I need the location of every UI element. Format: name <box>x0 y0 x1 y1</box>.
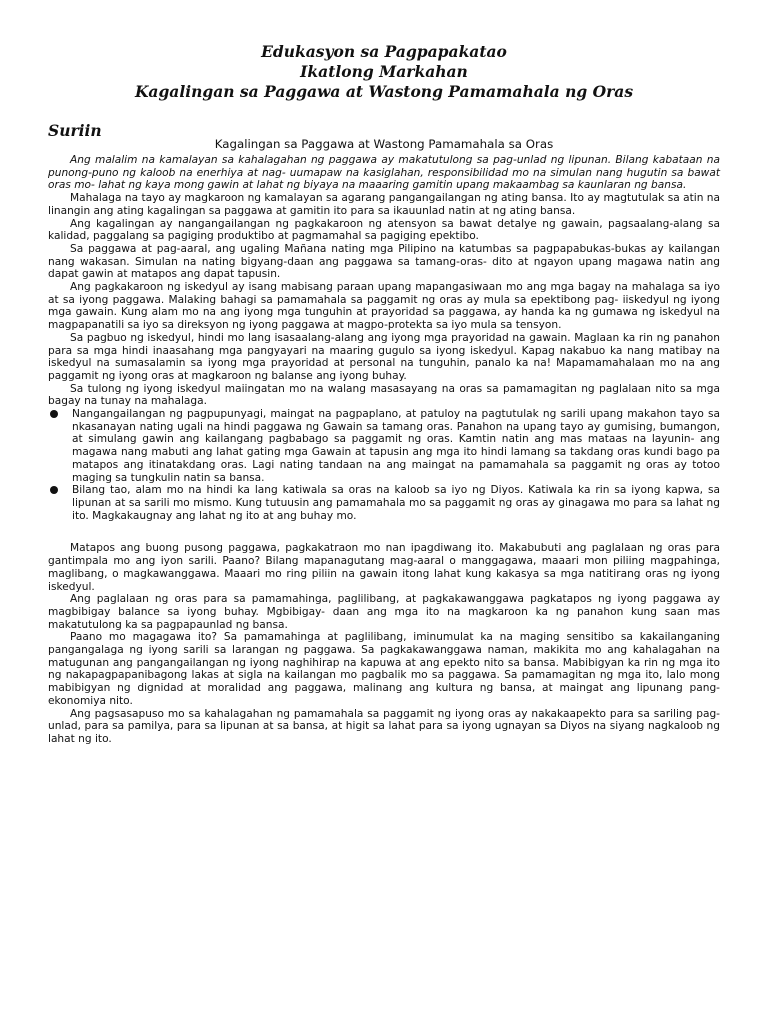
lesson-title: Kagalingan sa Paggawa at Wastong Pamamahala ng Oras <box>134 82 634 101</box>
section-label: Suriin <box>48 121 102 140</box>
body-paragraph: Sa tulong ng iyong iskedyul maiingatan mo na walang masasayang na oras sa pamamagitan ng paglalaan nito sa mga bagay na tunay na mahalaga. <box>48 382 720 408</box>
bullet-text: Bilang tao, alam mo na hindi ka lang katiwala sa oras na kaloob sa iyo ng Diyos. Katiwala ka rin sa iyong kapwa, sa lipunan at sa sarili mo mismo. Kung tutuusin ang pamamahala mo sa paggamit ng oras ay ginagawa mo para sa lahat ng ito. Magkakaugnay ang lahat ng ito at ang buhay mo. <box>72 484 720 522</box>
body-paragraph: Sa paggawa at pag-aaral, ang ugaling Mañana nating mga Pilipino na katumbas sa pagpapabukas-bukas ay kailangan nang wakasan. Simulan na nating bigyang-daan ang paggawa sa tamang-oras- dito at ngayon upang magawa natin ang dapat gawin at matapos ang dapat tapusin. <box>48 242 720 281</box>
body-paragraph: Ang paglalaan ng oras para sa pamamahinga, paglilibang, at pagkakawanggawa pagkatapos ng iyong paggawa ay magbibigay balance sa iyong buhay. Mgbibigay- daan ang mga ito na magkaroon ka ng panahon kung saan mas makatutulong ka sa pagpapaunlad ng bansa. <box>48 593 720 631</box>
body-paragraph: Paano mo magagawa ito? Sa pamamahinga at paglilibang, iminumulat ka na maging sensitibo sa kakailanganing pangangalaga ng iyong sarili sa larangan ng paggawa. Sa pagkakawanggawa naman, makikita mo ang kahalagahan na matugunan ang pangangailangan ng iyong naghihirap na kapuwa at ang epekto nito sa bansa. Mabibigyan ka rin ng mga ito ng nakapagpapanibagong lakas at sigla na kailangan mo pagbalik mo sa paggawa. Sa pamamagitan ng mga ito, lalo mong mabibigyan ng dignidad at moralidad ang paggawa, malinang ang kultura ng bansa, at maingat ang lipunang pang-ekonomiya nito. <box>48 631 720 707</box>
body-paragraph: Mahalaga na tayo ay magkaroon ng kamalayan sa agarang pangangailangan ng ating bansa. Ito ay magtutulak sa atin na linangin ang ating kagalingan sa paggawa at gamitin ito para sa ikauunlad natin at ng ating bansa. <box>48 192 720 217</box>
section-subtitle: Kagalingan sa Paggawa at Wastong Pamamahala sa Oras <box>214 137 554 151</box>
body-paragraph: Ang pagsasapuso mo sa kahalagahan ng pamamahala sa paggamit ng iyong oras ay nakakaapekto para sa sariling pag-unlad, para sa pamilya, para sa lipunan at sa bansa, at higit sa lahat para sa iyong ugnayan sa Diyos na siyang nagkaloob ng lahat ng ito. <box>48 707 720 745</box>
bullet-list <box>48 408 720 522</box>
body-paragraph: Sa pagbuo ng iskedyul, hindi mo lang isasaalang-alang ang iyong mga prayoridad na gawain. Maglaan ka rin ng panahon para sa mga hindi inaasahang mga pangyayari na maaring gugulo sa iyong iskedyul. Kapag nakabuo ka nang matibay na iskedyul na sumasalamin sa iyong mga prayoridad at personal na tunguhin, panalo ka na! Mapamamahalaan mo na ang paggamit ng iyong oras at magkaroon ng balanse ang iyong buhay. <box>48 331 720 382</box>
body-section-a <box>48 154 720 408</box>
bullet-icon <box>50 486 58 494</box>
bullet-text: Nangangailangan ng pagpupunyagi, maingat na pagpaplano, at patuloy na pagtutulak ng sarili upang makahon tayo sa nkasanayan nating ugali na hindi paggawa ng Gawain sa tamang oras. Panahon na upang tayo ay gumising, bumangon, at simulang gawin ang kailangang pagbabago sa paggamit ng oras. Kamtin natin ang mas mataas na layunin- ang magawa nang mabuti ang lahat gating mga Gawain at tapusin ang mga ito hindi lamang sa takdang oras kundi bago pa matapos ang itinatakdang oras. Lagi nating tandaan na ang maingat na pamamahala sa paggamit ng oras ay totoo maging sa tungkulin natin sa bansa. <box>72 408 720 484</box>
body-paragraph: Matapos ang buong pusong paggawa, pagkakatraon mo nan ipagdiwang ito. Makabubuti ang paglalaan ng oras para gantimpala mo ang iyon sarili. Paano? Bilang mapanagutang mag-aaral o manggagawa, maaari mon piliing magpahinga, maglibang, o magkawanggawa. Maaari mo ring piliin na gawain itong lahat kung kakasya sa mga natitirang oras ng iyong iskedyul. <box>48 542 720 593</box>
body-section-b <box>48 542 720 745</box>
intro-paragraph: Ang malalim na kamalayan sa kahalagahan ng paggawa ay makatutulong sa pag-unlad ng lipunan. Bilang kabataan na punong-puno ng kaloob na enerhiya at nag- uumapaw na kasiglahan, responsibilidad mo na simulan nang hugutin sa bawat oras mo- lahat ng kaya mong gawin at lahat ng biyaya na maaaring gamitin upang makaambag sa kaunlaran ng bansa. <box>48 154 720 192</box>
section-gap <box>48 522 720 542</box>
bullet-item <box>48 408 720 484</box>
document-header <box>48 42 720 102</box>
quarter-title: Ikatlong Markahan <box>300 62 468 81</box>
bullet-item <box>48 484 720 522</box>
body-paragraph: Ang pagkakaroon ng iskedyul ay isang mabisang paraan upang mapangasiwaan mo ang mga bagay na mahalaga sa iyo at sa iyong paggawa. Malaking bahagi sa pamamahala sa paggamit ng oras ay mula sa epektibong pag- iiskedyul ng iyong mga gawain. Kung alam mo na ang iyong mga tunguhin at prayoridad sa paggawa, ay handa ka ng gumawa ng iskedyul na magpapanatili sa iyo sa direksyon ng iyong paggawa at magpo-protekta sa iyo mula sa tensyon. <box>48 281 720 332</box>
subject-title: Edukasyon sa Pagpapakatao <box>261 42 507 61</box>
bullet-icon <box>50 410 58 418</box>
body-paragraph: Ang kagalingan ay nangangailangan ng pagkakaroon ng atensyon sa bawat detalye ng gawain, pagsaalang-alang sa kalidad, paggalang sa pagiging produktibo at pagmamahal sa pagiging epektibo. <box>48 217 720 243</box>
